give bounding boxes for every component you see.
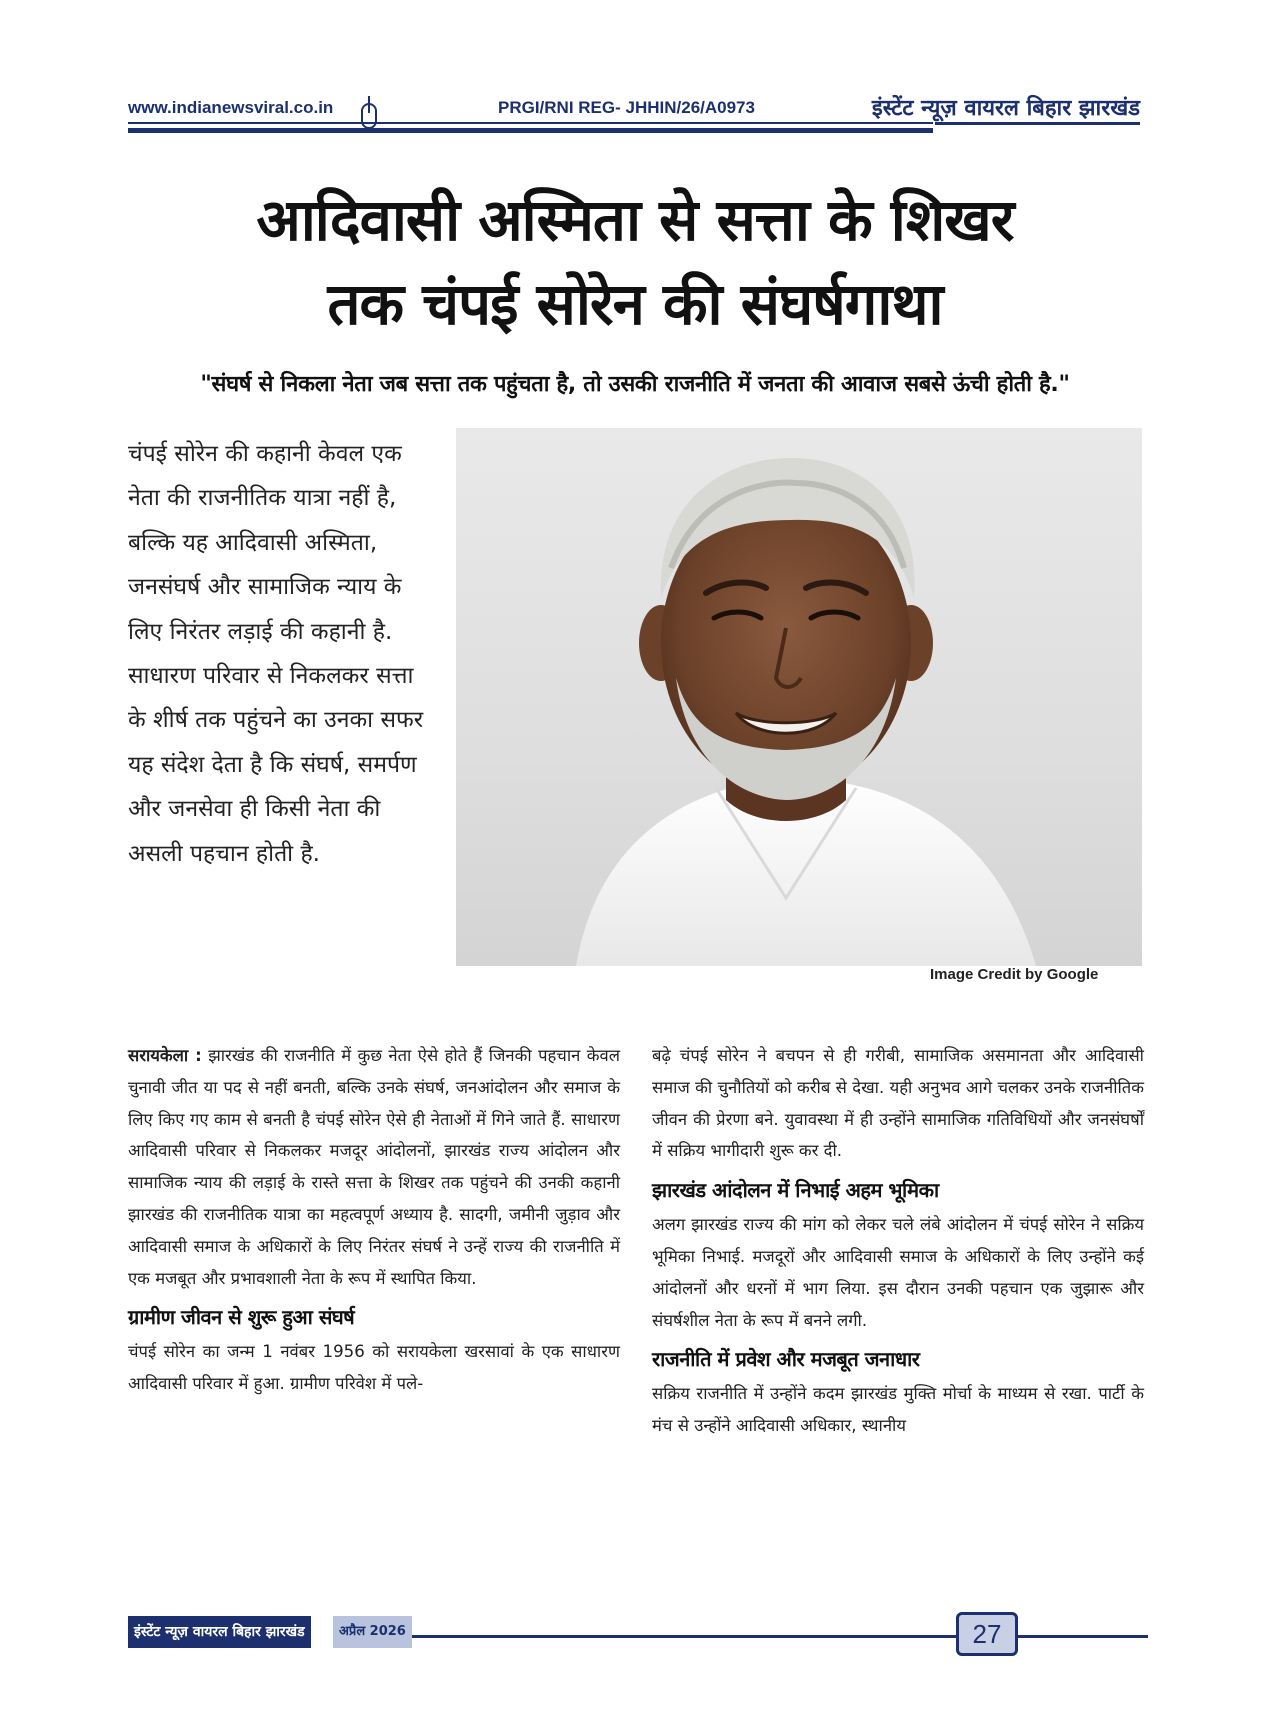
portrait-illustration: [456, 428, 1142, 966]
paragraph: [128, 1040, 620, 1294]
page-footer: [128, 1616, 1148, 1652]
paragraph: बढ़े चंपई सोरेन ने बचपन से ही गरीबी, सामाजिक असमानता और आदिवासी समाज की चुनौतियों को करीब से देखा. यही अनुभव आगे चलकर उनके राजनीतिक जीवन की प्रेरणा बने. युवावस्था में ही उन्होंने सामाजिक गतिविधियों और जनसंघर्षों में सक्रिय भागीदारी शुरू कर दी.: [652, 1046, 1144, 1161]
footer-rule: [396, 1635, 1148, 1638]
paragraph-text: झारखंड की राजनीति में कुछ नेता ऐसे होते हैं जिनकी पहचान केवल चुनावी जीत या पद से नहीं बनती, बल्कि उनके संघर्ष, जनआंदोलन और समाज के लिए किए गए काम से बनती है चंपई सोरेन ऐसे ही नेताओं में गिने जाते हैं. साधारण आदिवासी परिवार से निकलकर मजदूर आंदोलनों, झारखंड राज्य आंदोलन और सामाजिक न्याय की लड़ाई के रास्ते सत्ता के शिखर तक पहुंचने की उनकी कहानी झारखंड की राजनीतिक यात्रा का महत्वपूर्ण अध्याय है. सादगी, जमीनी जुड़ाव और आदिवासी समाज के अधिकारों के लिए निरंतर संघर्ष ने उन्हें राज्य की राजनीति में एक मजबूत और प्रभावशाली नेता के रूप में स्थापित किया.: [128, 1046, 620, 1288]
mouse-icon: [360, 96, 378, 130]
section-heading: राजनीति में प्रवेश और मजबूत जनाधार: [652, 1347, 920, 1372]
issue-date: अप्रैल 2026: [333, 1616, 412, 1648]
headline-line-1: आदिवासी अस्मिता से सत्ता के शिखर: [256, 186, 1014, 254]
publication-name: इंस्टेंट न्यूज़ वायरल बिहार झारखंड: [871, 96, 1140, 121]
brand-underline: [935, 122, 1140, 125]
dateline: सरायकेला :: [128, 1046, 202, 1065]
header-rule: [128, 122, 933, 124]
image-credit: Image Credit by Google: [930, 966, 1099, 983]
body-column-right: [652, 1040, 1144, 1442]
registration-number: PRGI/RNI REG- JHHIN/26/A0973: [498, 98, 755, 117]
pull-quote: "संघर्ष से निकला नेता जब सत्ता तक पहुंचता है, तो उसकी राजनीति में जनता की आवाज सबसे ऊंची होती है.": [200, 372, 1070, 397]
section-heading: ग्रामीण जीवन से शुरू हुआ संघर्ष: [128, 1305, 355, 1330]
page-number: 27: [956, 1612, 1018, 1656]
article-headline: [120, 178, 1150, 346]
intro-text: चंपई सोरेन की कहानी केवल एक नेता की राजनीतिक यात्रा नहीं है, बल्कि यह आदिवासी अस्मिता, जनसंघर्ष और सामाजिक न्याय के लिए निरंतर लड़ाई की कहानी है. साधारण परिवार से निकलकर सत्ता के शीर्ष तक पहुंचने का उनका सफर यह संदेश देता है कि संघर्ष, समर्पण और जनसेवा ही किसी नेता की असली पहचान होती है.: [128, 441, 424, 867]
headline-line-2: तक चंपई सोरेन की संघर्षगाथा: [327, 270, 943, 338]
header-rule-thick: [128, 128, 933, 133]
page-header: [128, 96, 1140, 146]
paragraph: सक्रिय राजनीति में उन्होंने कदम झारखंड मुक्ति मोर्चा के माध्यम से रखा. पार्टी के मंच से उन्होंने आदिवासी अधिकार, स्थानीय: [652, 1384, 1144, 1436]
body-column-left: [128, 1040, 620, 1400]
website-url[interactable]: www.indianewsviral.co.in: [128, 98, 334, 117]
section-heading: झारखंड आंदोलन में निभाई अहम भूमिका: [652, 1178, 939, 1203]
paragraph: अलग झारखंड राज्य की मांग को लेकर चले लंबे आंदोलन में चंपई सोरेन ने सक्रिय भूमिका निभाई. मजदूरों और आदिवासी समाज के अधिकारों के लिए उन्होंने कई आंदोलनों और धरनों में भाग लिया. इस दौरान उनकी पहचान एक जुझारू और संघर्षशील नेता के रूप में बनने लगी.: [652, 1215, 1144, 1330]
paragraph: चंपई सोरेन का जन्म 1 नवंबर 1956 को सरायकेला खरसावां के एक साधारण आदिवासी परिवार में हुआ. ग्रामीण परिवेश में पले-: [128, 1342, 620, 1394]
footer-publication-name: इंस्टेंट न्यूज़ वायरल बिहार झारखंड: [128, 1616, 311, 1648]
portrait-photo: [456, 428, 1142, 966]
